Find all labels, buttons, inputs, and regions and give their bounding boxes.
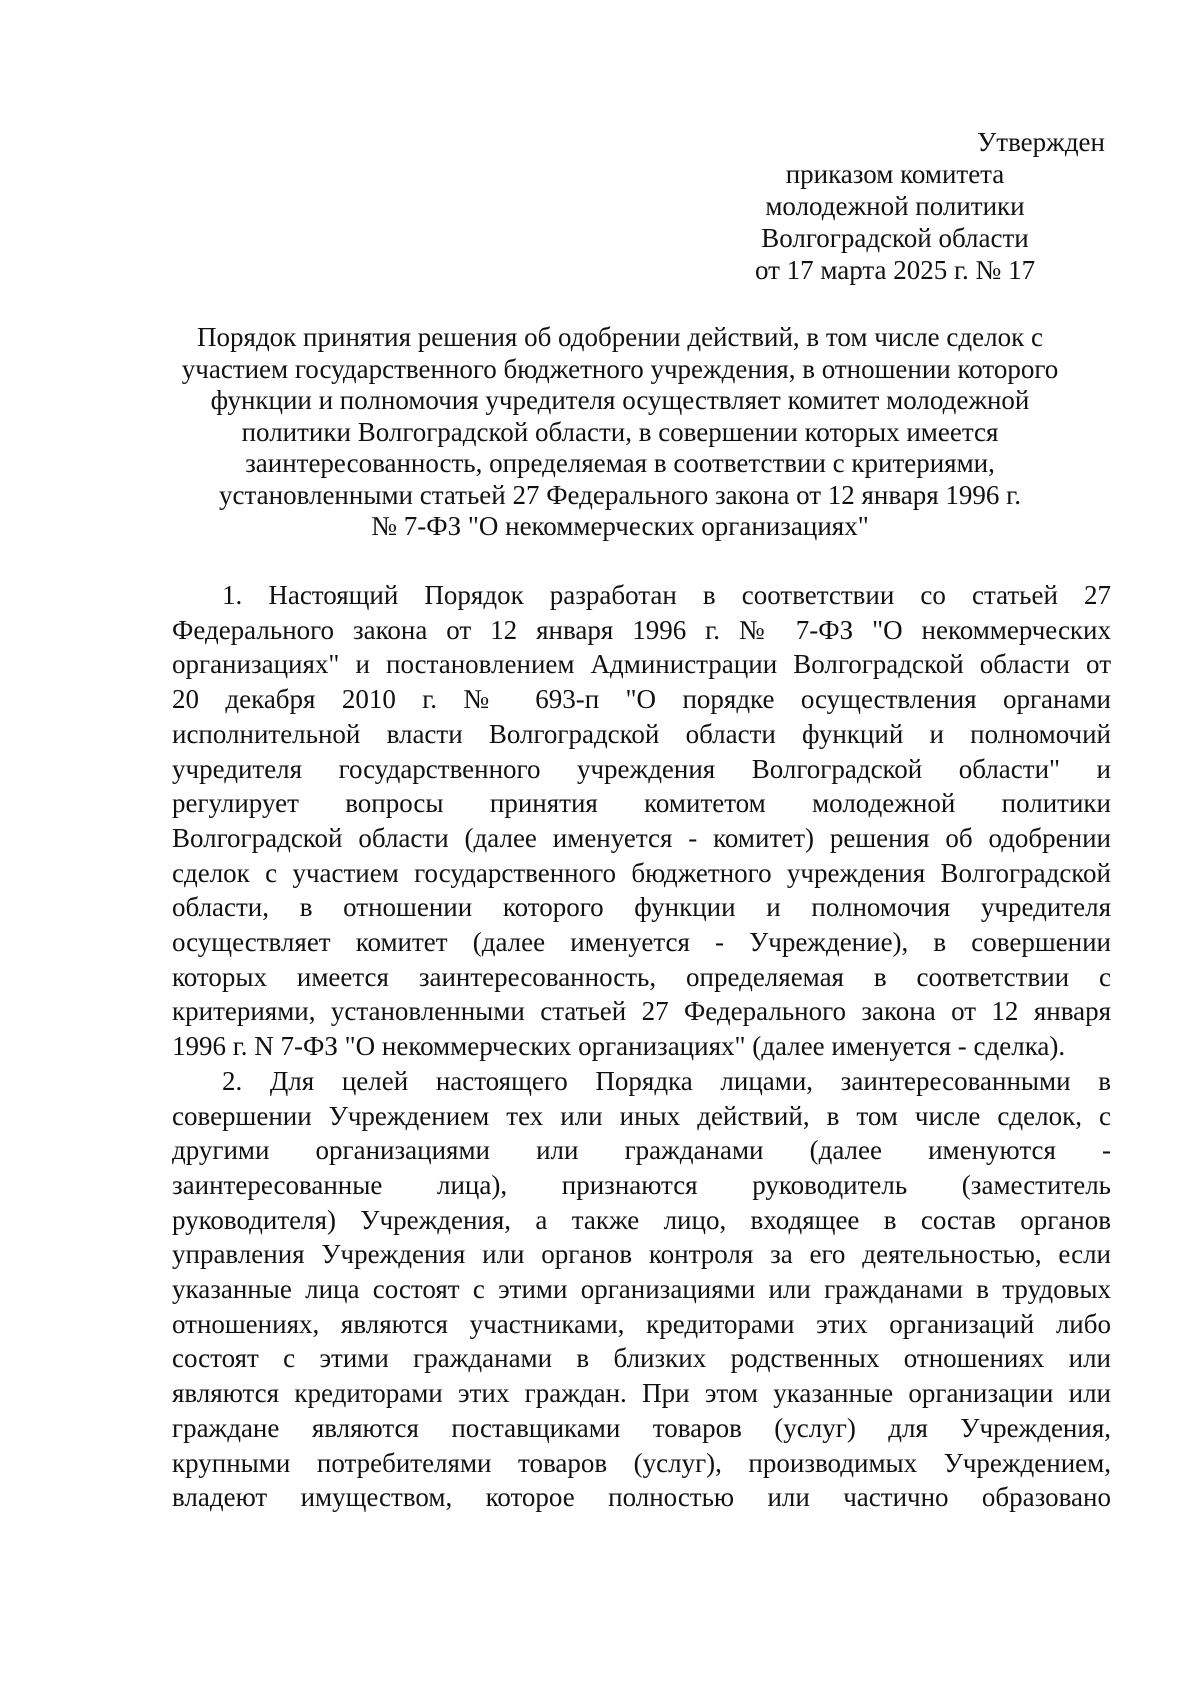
paragraph-line: сделок с участием государственного бюджетного учреждения Волгоградской — [172, 857, 1111, 888]
paragraph-line: регулирует вопросы принятия комитетом молодежной политики — [172, 788, 1111, 819]
paragraph-1 — [172, 578, 1111, 1064]
paragraph-line: области, в отношении которого функции и полномочия учредителя — [172, 892, 1111, 923]
paragraph-line: Волгоградской области (далее именуется - комитет) решения об одобрении — [172, 822, 1111, 853]
paragraph-line: Федерального закона от 12 января 1996 г. № 7-ФЗ "О некоммерческих — [172, 614, 1111, 645]
paragraph-line: другими организациями или гражданами (далее именуются - — [172, 1135, 1111, 1166]
approval-line: молодежной политики — [765, 191, 1025, 221]
title-line: функции и полномочия учредителя осуществляет комитет молодежной — [210, 385, 1030, 415]
paragraph-line: 20 декабря 2010 г. № 693-п "О порядке осуществления органами — [172, 684, 1111, 715]
paragraph-line: критериями, установленными статьей 27 Федерального закона от 12 января — [172, 996, 1111, 1027]
paragraph-line: исполнительной власти Волгоградской области функций и полномочий — [172, 718, 1111, 749]
title-line: установленными статьей 27 Федерального закона от 12 января 1996 г. — [219, 479, 1021, 510]
title-line: политики Волгоградской области, в совершении которых имеется — [241, 416, 999, 447]
paragraph-line: заинтересованные лица), признаются руководитель (заместитель — [172, 1169, 1111, 1200]
paragraph-line: организациях" и постановлением Администрации Волгоградской области от — [172, 649, 1111, 680]
paragraph-line: являются кредиторами этих граждан. При этом указанные организации или — [172, 1378, 1111, 1409]
approval-line: Волгоградской области — [761, 223, 1029, 253]
paragraph-line: отношениях, являются участниками, кредиторами этих организаций либо — [172, 1308, 1111, 1339]
title-line: заинтересованность, определяемая в соответствии с критериями, — [245, 448, 995, 478]
document-body — [172, 578, 1111, 1515]
paragraph-line: 2. Для целей настоящего Порядка лицами, заинтересованными в — [222, 1065, 1111, 1096]
paragraph-line: учредителя государственного учреждения Волгоградской области" и — [172, 753, 1111, 784]
document-title — [150, 322, 1090, 543]
paragraph-line: управления Учреждения или органов контроля за его деятельностью, если — [172, 1239, 1111, 1270]
paragraph-line: совершении Учреждением тех или иных действий, в том числе сделок, с — [172, 1100, 1111, 1131]
title-line: № 7-ФЗ "О некоммерческих организациях" — [371, 511, 869, 541]
paragraph-line: которых имеется заинтересованность, определяемая в соответствии с — [172, 961, 1111, 992]
paragraph-2 — [172, 1064, 1111, 1515]
paragraph-line: граждане являются поставщиками товаров (услуг) для Учреждения, — [172, 1412, 1111, 1443]
title-line: участием государственного бюджетного учреждения, в отношении которого — [181, 353, 1059, 384]
paragraph-line: руководителя) Учреждения, а также лицо, входящее в состав органов — [172, 1204, 1111, 1235]
paragraph-line: 1996 г. N 7-ФЗ "О некоммерческих организациях" (далее именуется - сделка). — [172, 1031, 1066, 1062]
paragraph-line: осуществляет комитет (далее именуется - Учреждение), в совершении — [172, 927, 1111, 958]
title-line: Порядок принятия решения об одобрении действий, в том числе сделок с — [197, 322, 1043, 352]
approval-line: Утвержден — [977, 127, 1105, 157]
paragraph-line: владеют имуществом, которое полностью или частично образовано — [172, 1482, 1111, 1513]
approval-line: от 17 марта 2025 г. № 17 — [754, 255, 1036, 285]
paragraph-line: крупными потребителями товаров (услуг), производимых Учреждением, — [172, 1447, 1111, 1478]
paragraph-line: состоят с этими гражданами в близких родственных отношениях или — [172, 1343, 1111, 1374]
approval-line: приказом комитета — [785, 159, 1005, 189]
paragraph-line: 1. Настоящий Порядок разработан в соответствии со статьей 27 — [222, 580, 1111, 610]
approval-block — [685, 126, 1105, 286]
paragraph-line: указанные лица состоят с этими организациями или гражданами в трудовых — [172, 1274, 1111, 1305]
